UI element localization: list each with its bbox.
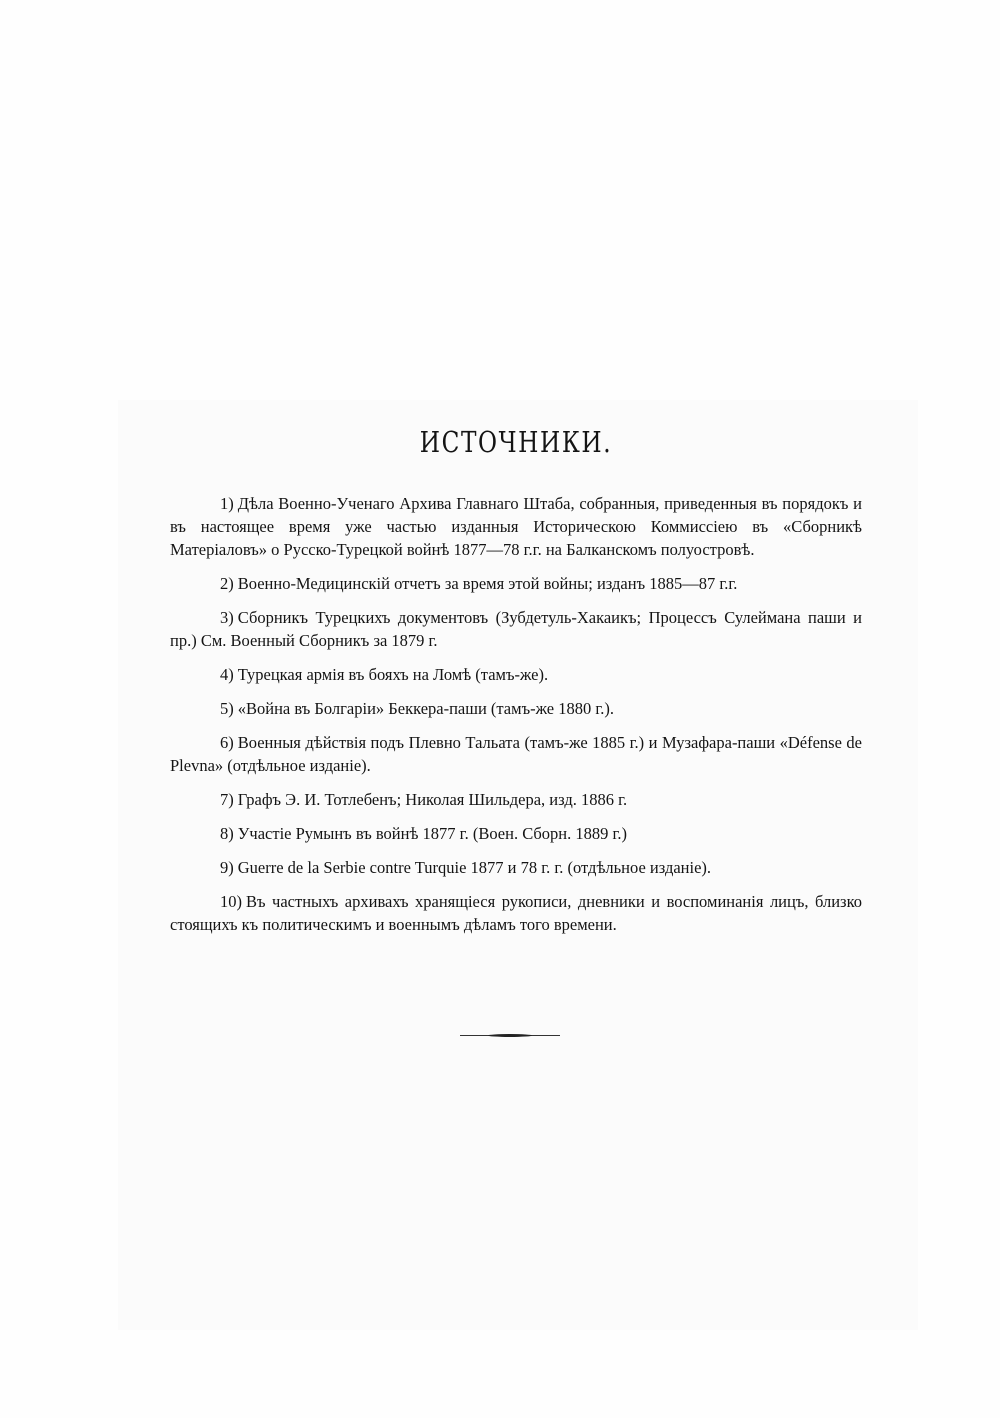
entry-number: 7) [220,790,234,809]
source-entry-1 [170,492,862,561]
source-entry-10 [170,890,862,936]
source-entry-6 [170,731,862,777]
source-entry-7 [170,788,862,811]
entry-number: 10) [220,892,242,911]
entry-text: Guerre de la Serbie contre Turquie 1877 и 78 г. г. (отдѣльное изданіе). [237,858,712,877]
entry-number: 2) [220,574,234,593]
entry-text: Сборникъ Турецкихъ документовъ (Зубдетуль-Хакаикъ; Процессъ Сулеймана паши и пр.) См. Военный Сборникъ за 1879 г. [170,608,862,650]
entry-number: 5) [220,699,234,718]
entry-text: Военныя дѣйствія подъ Плевно Тальата (тамъ-же 1885 г.) и Музафара-паши «Défense de Plevna» (отдѣльное изданіе). [170,733,862,775]
entry-text: Въ частныхъ архивахъ хранящіеся рукописи, дневники и воспоминанія лицъ, близко стоящихъ къ политическимъ и военнымъ дѣламъ того времени. [170,892,862,934]
source-entry-8 [170,822,862,845]
entry-text: «Война въ Болгаріи» Беккера-паши (тамъ-же 1880 г.). [237,699,615,718]
entry-number: 1) [220,494,234,513]
source-entry-5 [170,697,862,720]
entry-number: 6) [220,733,234,752]
entry-text: Турецкая армія въ бояхъ на Ломѣ (тамъ-же). [237,665,549,684]
page-title: ИСТОЧНИКИ. [419,425,613,459]
rule-center-swell [488,1034,532,1037]
entry-text: Дѣла Военно-Ученаго Архива Главнаго Штаба, собранныя, приведенныя въ порядокъ и въ настоящее время уже частью изданныя Историческою Коммиссіею въ «Сборникѣ Матеріаловъ» о Русско-Турецкой войнѣ 1877—78 г.г. на Балканскомъ полуостровѣ. [170,494,862,559]
entry-text: Участіе Румынъ въ войнѣ 1877 г. (Воен. Сборн. 1889 г.) [237,824,628,843]
entry-text: Военно-Медицинскій отчетъ за время этой войны; изданъ 1885—87 г.г. [237,574,738,593]
entry-text: Графъ Э. И. Тотлебенъ; Николая Шильдера, изд. 1886 г. [237,790,628,809]
entry-number: 9) [220,858,234,877]
source-entry-4 [170,663,862,686]
source-entry-3 [170,606,862,652]
entry-number: 4) [220,665,234,684]
source-entry-2 [170,572,862,595]
entry-number: 3) [220,608,234,627]
entry-number: 8) [220,824,234,843]
sources-section [170,420,862,947]
source-entry-9 [170,856,862,879]
sources-list [170,492,862,936]
end-ornament-rule [460,1034,560,1038]
